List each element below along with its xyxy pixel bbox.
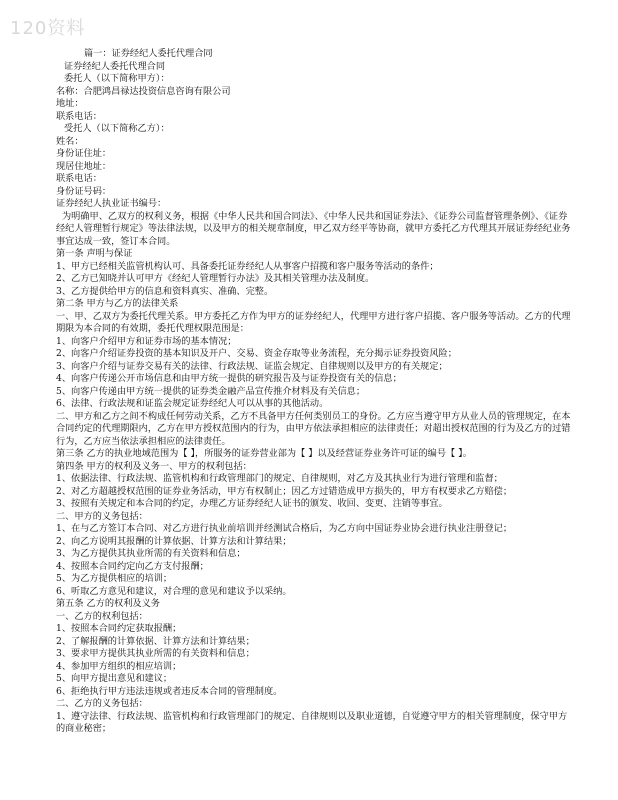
article-2-paragraph-2: 二、甲方和乙方之间不构成任何劳动关系，乙方不具备甲方任何类别员工的身份。乙方应当遵守甲方从业人员的管理规定，在本合同约定的代理期限内，乙方在甲方授权范围内的行为，由甲方依法承担相应的法律责任；对超出授权范围的行为及乙方的过错行为，乙方应当依法承担相应的法律责任。 [56, 410, 571, 447]
article-2-title: 第二条 甲方与乙方的法律关系 [56, 298, 179, 309]
article-1-item: 3、乙方提供给甲方的信息和资料真实、准确、完整。 [56, 285, 274, 297]
principal-contact: 联系电话： [56, 110, 102, 122]
agent-field: 姓名： [56, 135, 84, 147]
article-5-duty: 1、遵守法律、行政法规、监管机构和行政管理部门的规定、自律规则以及职业道德，自觉遵守甲方的相关管理制度，保守甲方的商业秘密； [56, 710, 568, 734]
principal-heading: 委托人（以下简称甲方）： [64, 73, 170, 84]
watermark-logo: 120资料 [10, 18, 86, 39]
article-4-right: 1、依据法律、行政法规、监管机构和行政管理部门的规定、自律规则，对乙方及其执业行为进行管理和监督； [56, 473, 503, 484]
article-3: 第三条 乙方的执业地域范围为【 】，所服务的证券营业部为【 】以及经营证券业务许可证的编号【 】。 [56, 448, 472, 459]
agent-field: 现居住地址： [56, 160, 112, 172]
article-1-item: 1、甲方已经相关监管机构认可、具备委托证券经纪人从事客户招揽和客户服务等活动的条件； [56, 260, 439, 272]
agent-field: 身份证住址： [56, 148, 112, 159]
doc-title: 篇一：证券经纪人委托代理合同 [84, 48, 213, 59]
agent-field: 证券经纪人执业证书编号： [56, 198, 167, 209]
article-4-duty: 1、在与乙方签订本合同、对乙方进行执业前培训并经测试合格后，为乙方向中国证券业协会进行执业注册登记； [56, 523, 513, 534]
article-4-duty: 5、为乙方提供相应的培训； [56, 573, 173, 584]
article-4-duty: 3、为乙方提供其执业所需的有关资料和信息； [56, 548, 246, 559]
article-4-duty: 6、听取乙方意见和建议，对合理的意见和建议予以采纳。 [56, 585, 292, 597]
article-4-duty: 4、按照本合同约定向乙方支付报酬； [56, 560, 209, 572]
article-4-title: 第四条 甲方的权利及义务一、甲方的权利包括： [56, 460, 252, 472]
article-2-paragraph-1: 一、甲、乙双方为委托代理关系。甲方委托乙方作为甲方的证券经纪人，代理甲方进行客户招揽、客户服务等活动。乙方的代理期限为本合同的有效期，委托代理权限范围是： [56, 310, 571, 334]
article-4-duty: 2、向乙方说明其报酬的计算依据、计算方法和计算结果； [56, 535, 292, 547]
article-2-item: 1、向客户介绍甲方和证券市场的基本情况； [56, 335, 237, 347]
article-5-duties-title: 二、乙方的义务包括： [56, 698, 148, 709]
article-5-title: 第五条 乙方的权利及义务 [56, 598, 160, 609]
article-4-right: 2、对乙方超越授权范围的证券业务活动，甲方有权制止；因乙方过错造成甲方损失的，甲方有权要求乙方赔偿； [56, 485, 513, 497]
article-5-right: 6、拒绝执行甲方违法违规或者违反本合同的管理制度。 [56, 685, 283, 697]
article-1-item: 2、乙方已知晓并认可甲方《经纪人管理暂行办法》及其相关管理办法及制度。 [56, 273, 375, 284]
article-2-item: 4、向客户传递公开市场信息和由甲方统一提供的研究报告及与证券投资有关的信息； [56, 373, 402, 384]
article-5-right: 3、要求甲方提供其执业所需的有关资料和信息； [56, 648, 255, 659]
article-5-right: 4、参加甲方组织的相应培训； [56, 660, 182, 672]
article-2-item: 5、向客户传递由甲方统一提供的证券类金融产品宣传推介材料及有关信息； [56, 385, 366, 397]
doc-subtitle: 证券经纪人委托代理合同 [64, 60, 166, 72]
article-5-rights-title: 一、乙方的权利包括： [56, 610, 148, 622]
preamble: 为明确甲、乙双方的权利义务，根据《中华人民共和国合同法》、《中华人民共和国证券法》、《证券公司监督管理条例》、《证券经纪人管理暂行规定》等法律法规，以及甲方的相关规章制度，甲乙双方经平等协商，就甲方委托乙方代理其开展证券经纪业务事宜达成一致，签订本合同。 [56, 210, 571, 247]
article-5-right: 2、了解报酬的计算依据、计算方法和计算结果； [56, 635, 255, 647]
article-4-duties-title: 二、甲方的义务包括： [56, 510, 148, 522]
contract-document [56, 48, 576, 736]
article-5-right: 5、向甲方提出意见和建议； [56, 673, 173, 684]
article-2-item: 3、向客户介绍与证券交易有关的法律、行政法规、证监会规定、自律规则以及甲方的有关规定； [56, 360, 448, 372]
article-1-title: 第一条 声明与保证 [56, 248, 133, 259]
article-2-item: 2、向客户介绍证券投资的基本知识及开户、交易、资金存取等业务流程，充分揭示证券投资风险； [56, 348, 457, 359]
agent-heading: 受托人（以下简称乙方）： [64, 123, 170, 134]
agent-field: 身份证号码： [56, 185, 112, 197]
principal-name: 名称：合肥鸿昌禄达投资信息咨询有限公司 [56, 85, 231, 97]
article-4-right: 3、按照有关规定和本合同的约定，办理乙方证券经纪人证书的颁发、收回、变更、注销等事宜。 [56, 498, 448, 509]
principal-address: 地址： [56, 98, 84, 109]
article-5-right: 1、按照本合同约定获取报酬； [56, 623, 182, 634]
article-2-item: 6、法律、行政法规和证监会规定证券经纪人可以从事的其他活动。 [56, 398, 329, 409]
agent-field: 联系电话： [56, 173, 102, 184]
